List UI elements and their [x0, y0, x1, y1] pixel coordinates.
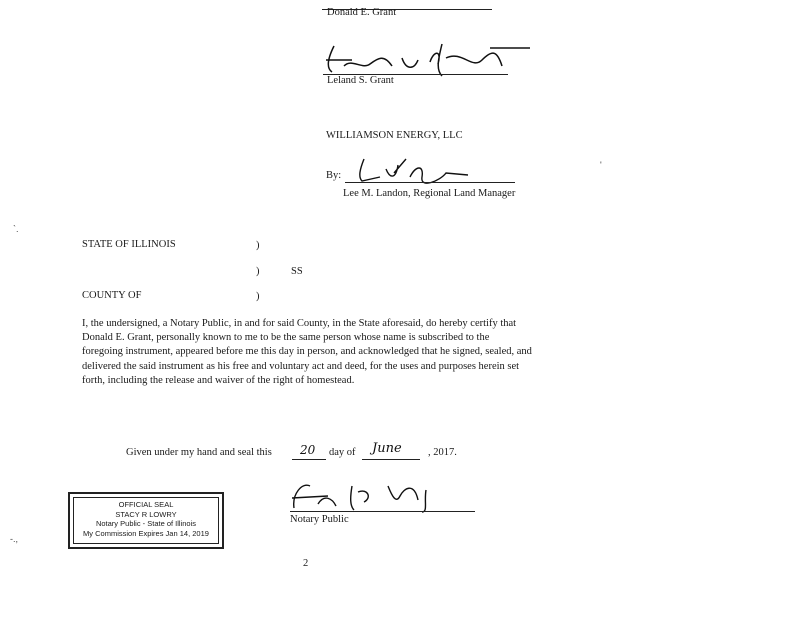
- ss-label: SS: [291, 266, 303, 277]
- signature-notary: [288, 478, 448, 514]
- printed-name-leland: Leland S. Grant: [327, 75, 394, 86]
- signature-scribble: [350, 155, 470, 185]
- signature-donald-grant: [326, 0, 496, 6]
- seal-line-title: OFFICIAL SEAL: [118, 500, 174, 509]
- given-month-value: June: [372, 441, 402, 456]
- day-underline: [292, 459, 326, 460]
- page-number: 2: [303, 558, 309, 569]
- given-day-value: 20: [300, 443, 316, 457]
- scan-speck: -.,: [10, 534, 18, 544]
- state-label: STATE OF ILLINOIS: [82, 239, 176, 250]
- seal-line-state: Notary Public - State of Illinois: [95, 519, 197, 529]
- given-year: , 2017.: [428, 447, 457, 458]
- seal-line-expiry: My Commission Expires Jan 14, 2019: [83, 528, 209, 538]
- scan-speck: `.: [13, 224, 19, 234]
- given-day-label: day of: [329, 447, 356, 458]
- signature-lee-landon: [350, 155, 470, 185]
- by-label: By:: [326, 170, 342, 181]
- printed-name-donald: Donald E. Grant: [327, 7, 397, 18]
- seal-line-name: STACY R LOWRY: [115, 509, 177, 519]
- venue-bracket-1: ): [256, 240, 260, 251]
- signer-name-title: Lee M. Landon, Regional Land Manager: [343, 188, 516, 199]
- venue-bracket-3: ): [256, 291, 260, 302]
- seal-text-block: [73, 497, 219, 544]
- county-label: COUNTY OF: [82, 290, 142, 301]
- given-prefix: Given under my hand and seal this: [126, 447, 272, 458]
- notary-signature-line: [290, 511, 475, 512]
- venue-bracket-2: ): [256, 266, 260, 277]
- scan-speck: ': [600, 160, 602, 170]
- signature-scribble: [288, 478, 448, 514]
- signature-scribble: [326, 0, 496, 6]
- company-name: WILLIAMSON ENERGY, LLC: [326, 130, 463, 141]
- month-underline: [362, 459, 420, 460]
- acknowledgment-paragraph: I, the undersigned, a Notary Public, in and for said County, in the State aforesaid, do hereby certify that Donald E. Grant, personally known to me to be the same person whose name is subscribed to the foregoing instrument, appeared before me this day in person, and acknowledged that he signed, sealed, and delivered the said instrument as his free and voluntary act and deed, for the uses and purposes herein set forth, including the release and waiver of the right of homestead.: [82, 318, 532, 386]
- notary-label: Notary Public: [290, 514, 349, 525]
- official-seal-stamp: [68, 492, 224, 549]
- signature-line-landon: [345, 182, 515, 183]
